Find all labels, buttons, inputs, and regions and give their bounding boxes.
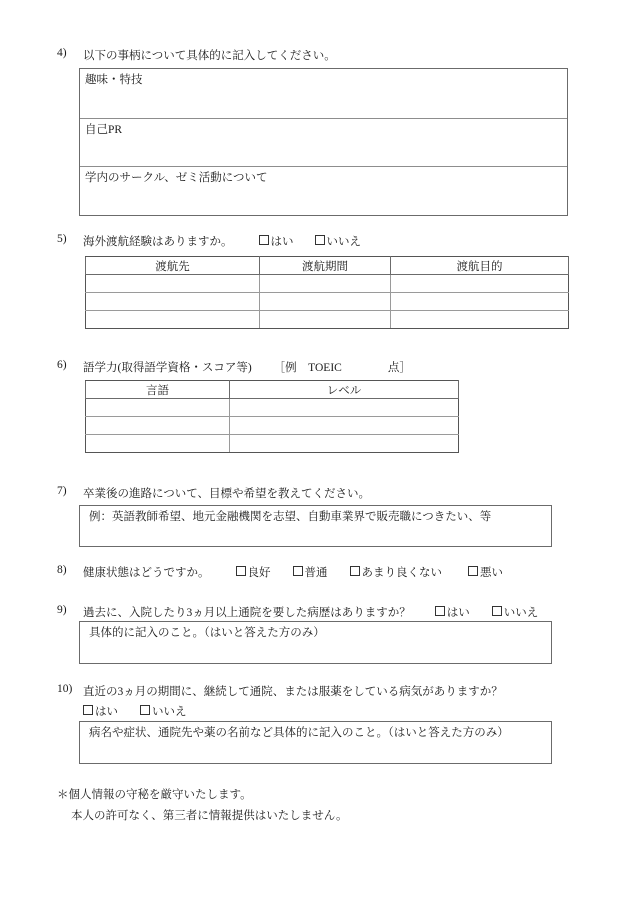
table-row[interactable]	[86, 311, 569, 329]
question-4-heading	[57, 47, 336, 63]
question-10-answer-box[interactable]	[79, 721, 552, 764]
question-9-box-hint: 具体的に記入のこと。（はいと答えた方のみ）	[89, 627, 325, 639]
question-10-prompt: 直近の3ヵ月の期間に、継続して通院、または服薬をしている病気がありますか？	[83, 686, 503, 698]
checkbox-icon[interactable]	[140, 705, 150, 715]
cell-level[interactable]	[230, 435, 459, 453]
language-skill-table	[85, 380, 459, 453]
question-8-option-good-label: 良好	[247, 567, 271, 579]
header-level: レベル	[230, 381, 459, 399]
self-pr-field-row[interactable]	[80, 119, 567, 167]
question-7-prompt: 卒業後の進路について、目標や希望を教えてください。	[83, 488, 371, 500]
cell-language[interactable]	[86, 399, 230, 417]
question-9-option-yes[interactable]	[435, 604, 470, 620]
question-5-prompt: 海外渡航経験はありますか。	[83, 236, 233, 248]
question-4-number: 4)	[57, 47, 67, 59]
checkbox-icon[interactable]	[236, 566, 246, 576]
club-activity-field-label: 学内のサークル、ゼミ活動について	[85, 172, 268, 184]
cell-destination[interactable]	[86, 293, 260, 311]
question-9-options	[435, 604, 539, 620]
table-row[interactable]	[86, 293, 569, 311]
question-5-option-yes[interactable]	[259, 233, 294, 249]
table-row[interactable]	[86, 399, 459, 417]
question-5-option-yes-label: はい	[270, 236, 294, 248]
question-8-options	[236, 564, 504, 580]
question-9-option-no-label: いいえ	[503, 607, 539, 619]
question-8-option-normal[interactable]	[293, 564, 328, 580]
checkbox-icon[interactable]	[350, 566, 360, 576]
question-5-option-no-label: いいえ	[326, 236, 361, 248]
question-9-heading	[57, 604, 538, 620]
question-9-answer-box[interactable]	[79, 621, 552, 664]
question-9-option-no[interactable]	[492, 604, 539, 620]
self-pr-field-label: 自己PR	[85, 124, 123, 136]
question-10-number: 10)	[57, 683, 73, 695]
header-language: 言語	[86, 381, 230, 399]
question-10-options-group	[83, 703, 187, 719]
question-10-option-yes-label: はい	[95, 706, 118, 718]
question-10-option-no[interactable]	[140, 703, 187, 719]
checkbox-icon[interactable]	[492, 606, 502, 616]
checkbox-icon[interactable]	[293, 566, 303, 576]
question-8-option-bad-label: 悪い	[480, 567, 503, 579]
header-destination: 渡航先	[86, 257, 260, 275]
question-7-heading	[57, 485, 370, 501]
checkbox-icon[interactable]	[315, 235, 325, 245]
question-6-example: ［例 TOEIC 点］	[273, 362, 411, 374]
table-row[interactable]	[86, 275, 569, 293]
question-8-option-good[interactable]	[236, 564, 271, 580]
header-period: 渡航期間	[260, 257, 391, 275]
question-8-option-bad[interactable]	[468, 564, 503, 580]
cell-level[interactable]	[230, 417, 459, 435]
question-10-option-no-label: いいえ	[152, 706, 187, 718]
question-5-heading	[57, 233, 361, 249]
table-row[interactable]	[86, 435, 459, 453]
cell-period[interactable]	[260, 275, 391, 293]
checkbox-icon[interactable]	[468, 566, 478, 576]
question-10-option-yes[interactable]	[83, 703, 118, 719]
question-5-options	[259, 233, 362, 249]
table-header-row	[86, 381, 459, 399]
question-8-option-not-great-label: あまり良くない	[361, 567, 442, 579]
cell-purpose[interactable]	[391, 293, 569, 311]
question-8-heading	[57, 564, 503, 580]
cell-period[interactable]	[260, 311, 391, 329]
cell-period[interactable]	[260, 293, 391, 311]
hobby-field-row[interactable]	[80, 69, 567, 119]
question-7-box-hint: 例：英語教師希望、地元金融機関を志望、自動車業界で販売職につきたい、等	[89, 511, 492, 523]
overseas-travel-table	[85, 256, 569, 329]
cell-level[interactable]	[230, 399, 459, 417]
cell-language[interactable]	[86, 417, 230, 435]
question-8-prompt: 健康状態はどうですか。	[83, 567, 210, 579]
question-8-number: 8)	[57, 564, 67, 576]
checkbox-icon[interactable]	[83, 705, 93, 715]
question-9-option-yes-label: はい	[446, 607, 470, 619]
cell-destination[interactable]	[86, 311, 260, 329]
question-8-option-normal-label: 普通	[304, 567, 328, 579]
cell-language[interactable]	[86, 435, 230, 453]
question-10-options	[83, 703, 187, 719]
question-8-option-not-great[interactable]	[350, 564, 443, 580]
privacy-note-line-1: ＊個人情報の守秘を厳守いたします。	[57, 789, 252, 801]
table-header-row	[86, 257, 569, 275]
question-7-answer-box[interactable]	[79, 505, 552, 547]
club-activity-field-row[interactable]	[80, 167, 567, 215]
question-5-number: 5)	[57, 233, 67, 245]
question-9-number: 9)	[57, 604, 67, 616]
question-5-option-no[interactable]	[315, 233, 362, 249]
cell-purpose[interactable]	[391, 275, 569, 293]
header-purpose: 渡航目的	[391, 257, 569, 275]
privacy-note-line-2: 本人の許可なく、第三者に情報提供はいたしません。	[71, 810, 348, 822]
hobby-field-label: 趣味・特技	[85, 74, 143, 86]
cell-purpose[interactable]	[391, 311, 569, 329]
table-row[interactable]	[86, 417, 459, 435]
question-7-number: 7)	[57, 485, 67, 497]
cell-destination[interactable]	[86, 275, 260, 293]
question-10-heading	[57, 683, 503, 699]
checkbox-icon[interactable]	[259, 235, 269, 245]
question-6-prompt: 語学力(取得語学資格・スコア等)	[83, 362, 252, 374]
question-4-prompt: 以下の事柄について具体的に記入してください。	[83, 50, 336, 62]
checkbox-icon[interactable]	[435, 606, 445, 616]
question-9-prompt: 過去に、入院したり3ヵ月以上通院を要した病歴はありますか？	[83, 607, 411, 619]
question-10-box-hint: 病名や症状、通院先や薬の名前など具体的に記入のこと。（はいと答えた方のみ）	[89, 727, 509, 739]
question-6-number: 6)	[57, 359, 67, 371]
question-6-heading	[57, 359, 411, 375]
question-4-answer-box	[79, 68, 568, 216]
